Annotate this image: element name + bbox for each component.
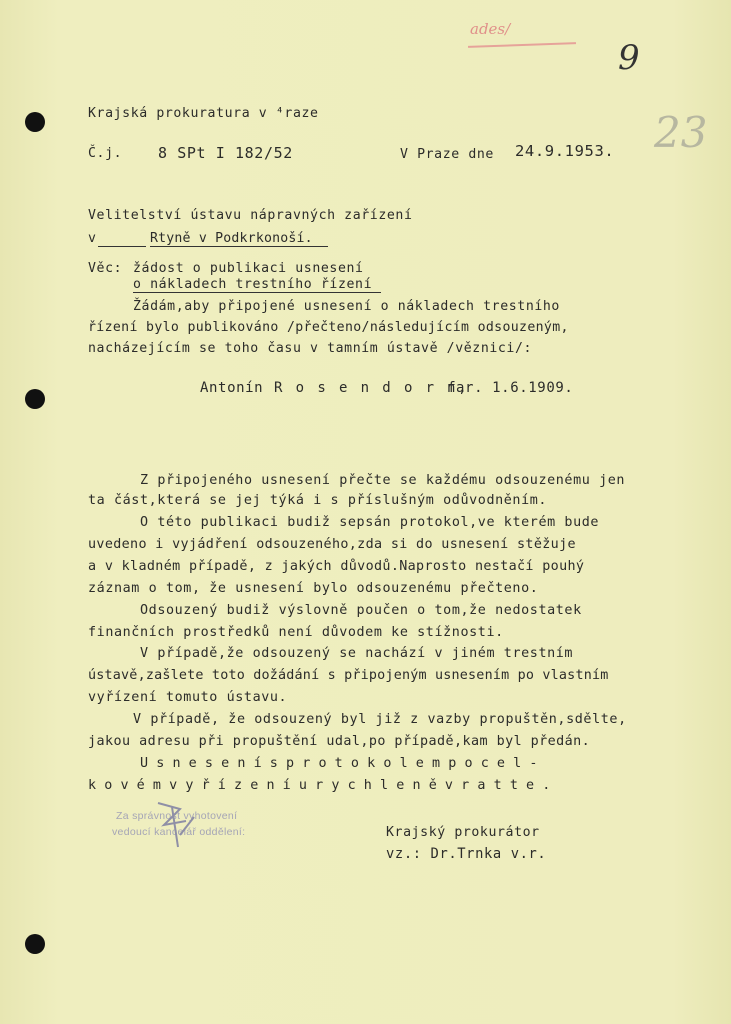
request-line2: řízení bylo publikováno /přečteno/následujícím odsouzeným, — [88, 320, 569, 335]
body-p2-l2: uvedeno i vyjádření odsouzeného,zda si do usnesení stěžuje — [88, 537, 576, 552]
body-p1-l2: ta část,která se jej týká i s příslušným odůvodněním. — [88, 493, 548, 508]
punch-hole — [25, 934, 45, 954]
body-p4-l3: vyřízení tomuto ústavu. — [88, 690, 288, 705]
body-p2-l4: záznam o tom, že usnesení bylo odsouzenému přečteno. — [88, 581, 539, 596]
subject-label: Věc: — [88, 261, 123, 276]
document-date: 24.9.1953. — [515, 142, 615, 160]
subject-line1: žádost o publikaci usnesení — [133, 261, 364, 276]
body-p4-l1: V případě,že odsouzený se nachází v jiném trestním — [140, 646, 574, 661]
pencil-annotation: 23 — [654, 108, 708, 157]
body-p2-l1: O této publikaci budiž sepsán protokol,ve kterém bude — [140, 515, 600, 530]
addressee-place-underline — [150, 246, 328, 247]
body-p2-l3: a v kladném případě, z jakých důvodů.Naprosto nestačí pouhý — [88, 559, 585, 574]
place-date-label: V Praze dne — [400, 147, 494, 162]
office-name: Krajská prokuratura v ⁴raze — [88, 106, 319, 121]
body-p4-l2: ústavě,zašlete toto dožádání s připojeným usnesením po vlastním — [88, 668, 609, 683]
subject-line2: o nákladech trestního řízení — [133, 277, 373, 292]
convict-surname: R o s e n d o r f, — [274, 380, 469, 396]
body-p3-l1: Odsouzený budiž výslovně poučen o tom,že nedostatek — [140, 603, 582, 618]
addressee-place: Rtyně v Podkrkonoší. — [150, 231, 313, 246]
addressee-prefix: v — [88, 231, 97, 246]
convict-birth: nar. 1.6.1909. — [447, 380, 574, 396]
subject-underline — [133, 292, 381, 293]
folio-number: 9 — [618, 38, 640, 78]
reference-label: Č.j. — [88, 146, 123, 161]
initials-signature — [150, 795, 200, 855]
body-p5-l1: V případě, že odsouzený byl již z vazby propuštěn,sdělte, — [133, 712, 627, 727]
signature-title: Krajský prokurátor — [386, 825, 540, 840]
convict-first-name: Antonín — [200, 380, 264, 396]
stamp-line1: Za správnost vyhotovení — [116, 810, 238, 822]
addressee-underline — [98, 246, 146, 247]
body-p6-l1: U s n e s e n í s p r o t o k o l e m p o c e l - — [140, 756, 538, 771]
stamp-line2: vedoucí kancelář oddělení: — [112, 826, 246, 838]
punch-hole — [25, 389, 45, 409]
body-p5-l2: jakou adresu při propuštění udal,po případě,kam byl předán. — [88, 734, 591, 749]
punch-hole — [25, 112, 45, 132]
signature-name: vz.: Dr.Trnka v.r. — [386, 846, 547, 862]
body-p1-l1: Z připojeného usnesení přečte se každému odsouzenému jen — [140, 473, 626, 488]
addressee-line1: Velitelství ústavu nápravných zařízení — [88, 208, 413, 223]
reference-number: 8 SPt I 182/52 — [158, 144, 293, 162]
red-annotation: ades/ — [470, 20, 511, 38]
request-line3: nacházejícím se toho času v tamním ústavě /věznici/: — [88, 341, 533, 356]
body-p3-l2: finančních prostředků není důvodem ke stížnosti. — [88, 625, 504, 640]
body-p6-l2: k o v é m v y ř í z e n í u r y c h l e n ě v r a t t e . — [88, 778, 551, 793]
request-line1: Žádám,aby připojené usnesení o nákladech trestního — [133, 299, 560, 314]
red-annotation-line — [468, 42, 576, 48]
